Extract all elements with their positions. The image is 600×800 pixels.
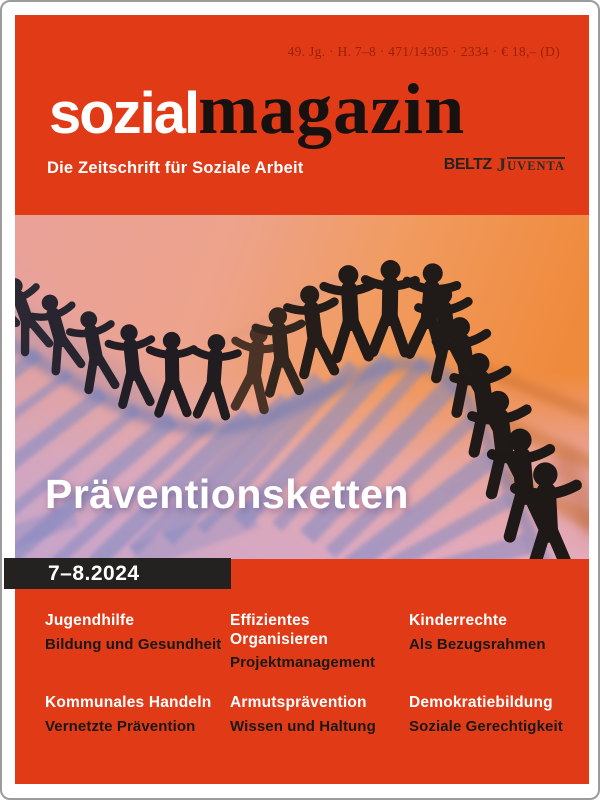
- topic-subtitle: Als Bezugsrahmen: [409, 635, 546, 653]
- cover-headline: Präventionsketten: [45, 471, 409, 517]
- topic-title: Kinderrechte: [409, 612, 508, 629]
- topics-grid: [45, 612, 569, 736]
- juventa-rest: UVENTA: [507, 159, 565, 173]
- topic-title: Armutsprävention: [230, 694, 367, 712]
- title-magazin: magazin: [198, 69, 466, 149]
- topic-subtitle: Projektmanagement: [230, 654, 376, 672]
- topic-subtitle: Vernetzte Prävention: [45, 717, 196, 735]
- topic-subtitle: Soziale Gerechtigkeit: [409, 717, 563, 735]
- cover-background: [15, 15, 589, 784]
- magazine-title: [49, 69, 466, 149]
- topic-item: [45, 612, 230, 672]
- topic-item: [45, 694, 230, 736]
- topic-item: [409, 694, 569, 736]
- topic-item: [409, 612, 569, 672]
- topic-title: Jugendhilfe: [45, 612, 135, 629]
- topic-item: [230, 694, 409, 736]
- cover-photo: [15, 215, 589, 559]
- topic-title: Kommunales Handeln: [45, 694, 212, 712]
- topic-title: Effizientes Organisieren: [230, 612, 329, 648]
- topic-subtitle: Wissen und Haltung: [230, 717, 376, 735]
- issue-info: 49. Jg. · H. 7–8 · 471/14305 · 2334 · € 18,– (D): [287, 44, 560, 59]
- juventa-wordmark: [497, 157, 565, 174]
- topic-item: [230, 612, 409, 672]
- title-sozial: sozial: [49, 81, 199, 146]
- juventa-initial: J: [496, 155, 507, 176]
- beltz-wordmark: BELTZ: [443, 156, 492, 173]
- topic-subtitle: Bildung und Gesundheit: [45, 635, 222, 653]
- issue-date-banner: [4, 558, 231, 589]
- publisher-logo: [444, 156, 565, 174]
- topic-title: Demokratiebildung: [409, 694, 553, 712]
- tagline: Die Zeitschrift für Soziale Arbeit: [47, 159, 304, 177]
- issue-date: 7–8.2024: [48, 561, 140, 585]
